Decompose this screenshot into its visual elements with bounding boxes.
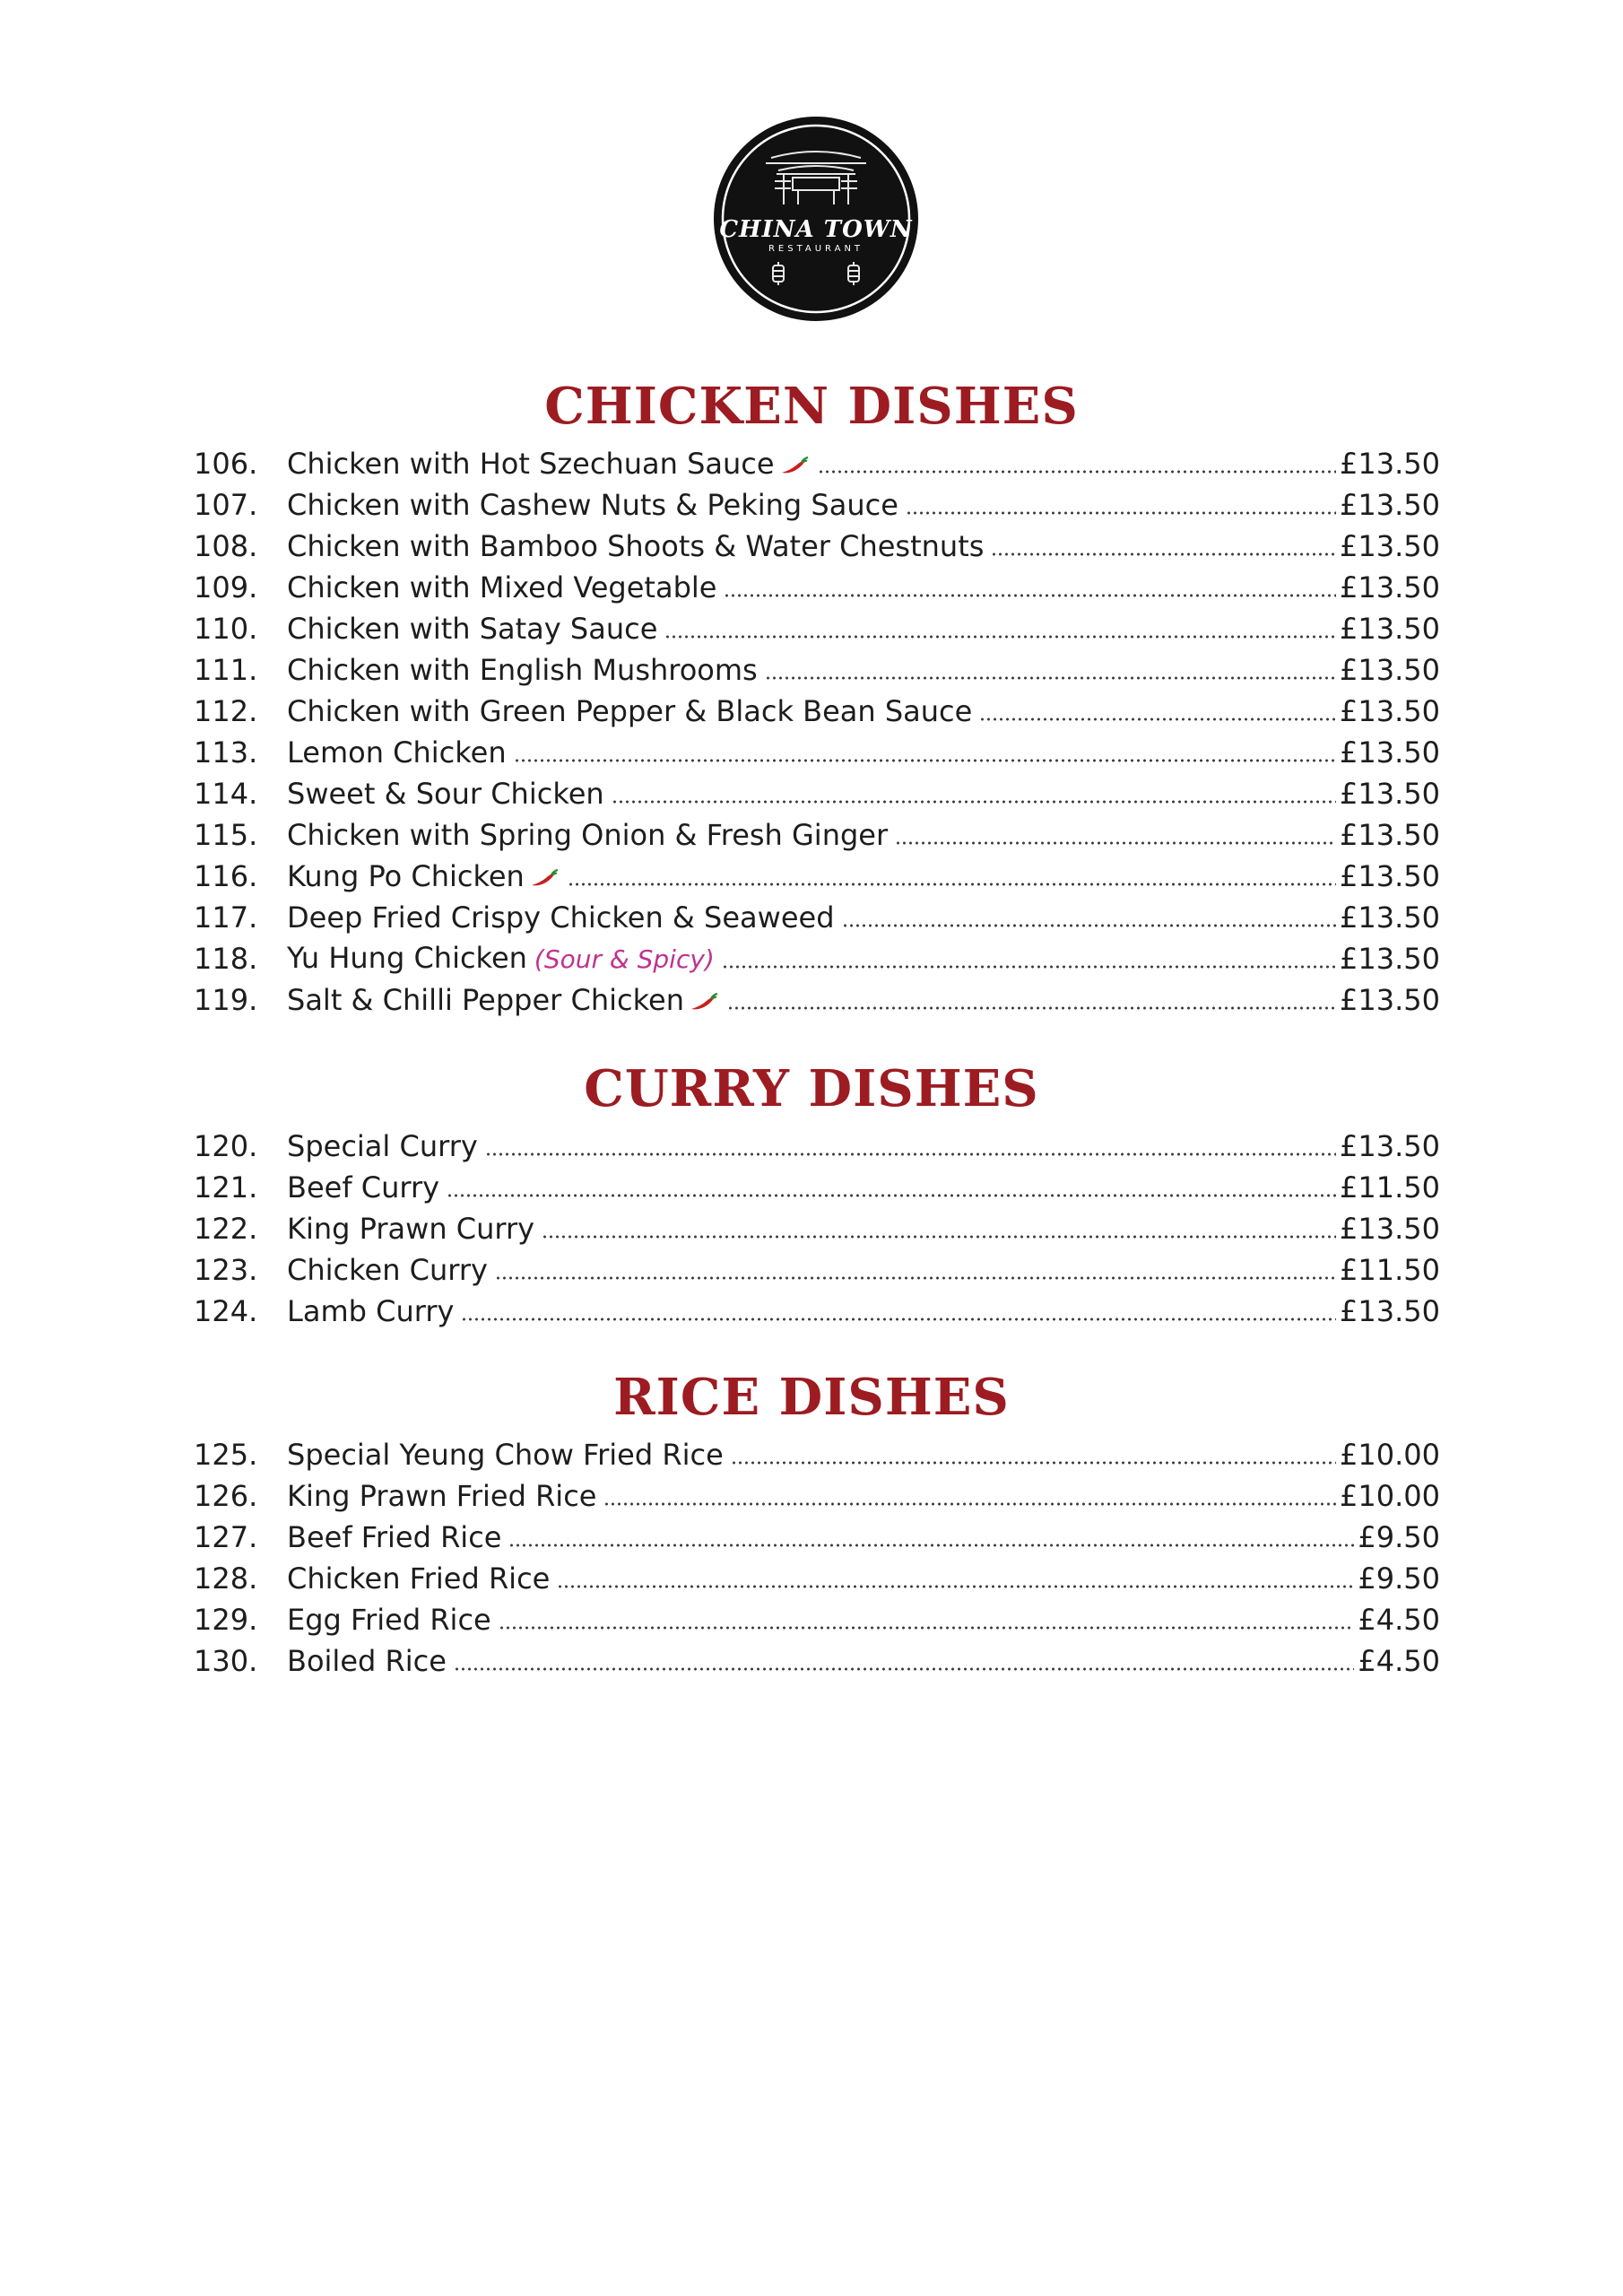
item-number: 125. <box>194 1438 258 1472</box>
restaurant-logo <box>712 115 920 323</box>
item-number: 117. <box>194 900 258 935</box>
item-name-text: Lamb Curry <box>287 1294 455 1328</box>
item-price: £10.00 <box>1340 1438 1440 1472</box>
menu-item <box>194 443 1440 484</box>
menu-list-curry <box>194 1126 1440 1332</box>
item-price: £13.50 <box>1340 1212 1440 1246</box>
menu-item <box>194 649 1440 691</box>
item-number: 123. <box>194 1253 258 1287</box>
item-name-text: Special Yeung Chow Fried Rice <box>287 1438 724 1472</box>
menu-item <box>194 1167 1440 1208</box>
logo-subtext: RESTAURANT <box>768 244 864 254</box>
item-name-text: Sweet & Sour Chicken <box>287 777 604 811</box>
item-price: £13.50 <box>1340 529 1440 563</box>
dot-leader <box>765 676 1336 680</box>
item-price: £13.50 <box>1340 612 1440 646</box>
item-price: £13.50 <box>1340 1294 1440 1328</box>
dot-leader <box>664 635 1336 639</box>
item-price: £13.50 <box>1340 777 1440 811</box>
dot-leader <box>818 470 1336 474</box>
item-name <box>287 443 811 484</box>
menu-item <box>194 938 1440 979</box>
item-name-text: Chicken with Cashew Nuts & Peking Sauce <box>287 488 898 522</box>
item-name <box>287 1126 478 1167</box>
item-price: £13.50 <box>1340 735 1440 770</box>
item-name-text: Chicken with Spring Onion & Fresh Ginger <box>287 818 889 852</box>
menu-item <box>194 856 1440 897</box>
item-number: 110. <box>194 612 258 646</box>
item-name-text: King Prawn Curry <box>287 1212 535 1246</box>
menu-list-chicken <box>194 443 1440 1021</box>
item-name-text: Lemon Chicken <box>287 735 507 770</box>
section-title-rice: RICE DISHES <box>613 1368 1010 1427</box>
menu-item <box>194 1475 1440 1517</box>
item-number: 127. <box>194 1520 258 1554</box>
item-name-text: Chicken with Hot Szechuan Sauce <box>287 447 775 481</box>
item-price: £13.50 <box>1340 447 1440 481</box>
item-name <box>287 567 716 608</box>
item-name <box>287 1208 534 1249</box>
item-name <box>287 484 898 526</box>
item-price: £13.50 <box>1340 818 1440 852</box>
item-name <box>287 1640 447 1682</box>
item-number: 108. <box>194 529 258 563</box>
menu-item <box>194 1640 1440 1682</box>
item-name <box>287 1249 488 1291</box>
item-name <box>287 897 835 938</box>
menu-item <box>194 1249 1440 1291</box>
item-price: £9.50 <box>1358 1520 1440 1554</box>
item-name-text: Chicken with Green Pepper & Black Bean Sauce <box>287 694 973 728</box>
dot-leader <box>542 1235 1336 1239</box>
item-number: 114. <box>194 777 258 811</box>
item-number: 112. <box>194 694 258 728</box>
menu-item <box>194 1517 1440 1558</box>
item-name-text: Chicken with English Mushrooms <box>287 653 758 687</box>
item-name <box>287 937 715 980</box>
item-number: 118. <box>194 942 258 976</box>
dot-leader <box>979 718 1336 721</box>
item-name-text: Chicken with Bamboo Shoots & Water Chestnuts <box>287 529 985 563</box>
dot-leader <box>514 759 1336 762</box>
menu-item <box>194 1208 1440 1249</box>
item-name-text: Chicken with Satay Sauce <box>287 612 658 646</box>
menu-item <box>194 567 1440 608</box>
item-price: £13.50 <box>1340 942 1440 976</box>
item-price: £13.50 <box>1340 1129 1440 1163</box>
menu-list-rice <box>194 1434 1440 1682</box>
dot-leader <box>727 1006 1336 1010</box>
menu-item <box>194 814 1440 856</box>
item-number: 128. <box>194 1561 258 1596</box>
dot-leader <box>724 594 1336 597</box>
menu-item <box>194 897 1440 938</box>
chili-pepper-icon <box>780 455 811 476</box>
menu-item <box>194 1291 1440 1332</box>
item-name-text: Chicken Curry <box>287 1253 488 1287</box>
item-name-text: Deep Fried Crispy Chicken & Seaweed <box>287 900 835 935</box>
menu-item <box>194 484 1440 526</box>
item-name <box>287 1291 454 1332</box>
item-name-text: Egg Fried Rice <box>287 1603 491 1637</box>
dot-leader <box>568 883 1336 886</box>
menu-item <box>194 1126 1440 1167</box>
menu-item <box>194 732 1440 773</box>
item-name <box>287 649 758 691</box>
dot-leader <box>485 1152 1336 1156</box>
dot-leader <box>495 1276 1336 1280</box>
item-note: (Sour & Spicy) <box>534 944 715 974</box>
item-number: 122. <box>194 1212 258 1246</box>
item-name <box>287 691 972 732</box>
item-name-text: Special Curry <box>287 1129 478 1163</box>
item-name <box>287 1475 596 1517</box>
item-price: £13.50 <box>1340 488 1440 522</box>
item-price: £13.50 <box>1340 694 1440 728</box>
item-number: 113. <box>194 735 258 770</box>
item-number: 111. <box>194 653 258 687</box>
dot-leader <box>461 1318 1336 1321</box>
dot-leader <box>991 552 1336 556</box>
menu-item <box>194 526 1440 567</box>
item-number: 107. <box>194 488 258 522</box>
item-name-text: King Prawn Fried Rice <box>287 1479 597 1513</box>
dot-leader <box>731 1461 1336 1465</box>
item-name <box>287 1167 439 1208</box>
item-price: £13.50 <box>1340 653 1440 687</box>
item-name <box>287 814 888 856</box>
item-number: 119. <box>194 983 258 1017</box>
menu-item <box>194 1599 1440 1640</box>
item-number: 130. <box>194 1644 258 1678</box>
dot-leader <box>508 1544 1354 1547</box>
menu-item <box>194 1558 1440 1599</box>
item-number: 129. <box>194 1603 258 1637</box>
logo-text: CHINA TOWN <box>719 216 913 243</box>
item-number: 121. <box>194 1170 258 1205</box>
item-name-text: Chicken Fried Rice <box>287 1561 551 1596</box>
dot-leader <box>722 965 1336 969</box>
item-number: 106. <box>194 447 258 481</box>
item-number: 109. <box>194 570 258 604</box>
chili-pepper-icon <box>530 867 560 889</box>
item-name <box>287 1517 501 1558</box>
dot-leader <box>612 800 1336 804</box>
item-price: £13.50 <box>1340 900 1440 935</box>
item-price: £11.50 <box>1340 1170 1440 1205</box>
section-title-curry: CURRY DISHES <box>584 1059 1039 1118</box>
item-price: £9.50 <box>1358 1561 1440 1596</box>
menu-item <box>194 979 1440 1021</box>
menu-item <box>194 608 1440 649</box>
item-number: 115. <box>194 818 258 852</box>
item-name <box>287 979 720 1021</box>
item-number: 116. <box>194 859 258 893</box>
dot-leader <box>454 1667 1355 1671</box>
item-name-text: Kung Po Chicken <box>287 859 525 893</box>
dot-leader <box>895 841 1336 845</box>
item-price: £13.50 <box>1340 570 1440 604</box>
item-price: £10.00 <box>1340 1479 1440 1513</box>
item-name-text: Beef Curry <box>287 1170 440 1205</box>
section-title-chicken: CHICKEN DISHES <box>544 377 1079 436</box>
item-name-text: Boiled Rice <box>287 1644 447 1678</box>
item-name-text: Chicken with Mixed Vegetable <box>287 570 717 604</box>
item-price: £13.50 <box>1340 983 1440 1017</box>
dot-leader <box>603 1502 1336 1506</box>
item-name <box>287 732 507 773</box>
item-name <box>287 1558 550 1599</box>
item-name <box>287 1599 491 1640</box>
item-price: £4.50 <box>1358 1603 1440 1637</box>
item-number: 120. <box>194 1129 258 1163</box>
chili-pepper-icon <box>690 991 720 1013</box>
menu-item <box>194 773 1440 814</box>
item-number: 126. <box>194 1479 258 1513</box>
item-name <box>287 526 984 567</box>
dot-leader <box>842 924 1337 927</box>
item-price: £4.50 <box>1358 1644 1440 1678</box>
dot-leader <box>906 511 1336 515</box>
dot-leader <box>447 1194 1336 1197</box>
dot-leader <box>557 1585 1354 1588</box>
menu-item <box>194 691 1440 732</box>
item-name-text: Yu Hung Chicken <box>287 941 527 975</box>
item-name-text: Salt & Chilli Pepper Chicken <box>287 983 684 1017</box>
menu-item <box>194 1434 1440 1475</box>
item-number: 124. <box>194 1294 258 1328</box>
item-name <box>287 773 604 814</box>
dot-leader <box>499 1626 1355 1630</box>
item-name <box>287 608 657 649</box>
item-name <box>287 1434 724 1475</box>
item-price: £13.50 <box>1340 859 1440 893</box>
item-price: £11.50 <box>1340 1253 1440 1287</box>
item-name-text: Beef Fried Rice <box>287 1520 502 1554</box>
item-name <box>287 856 560 897</box>
